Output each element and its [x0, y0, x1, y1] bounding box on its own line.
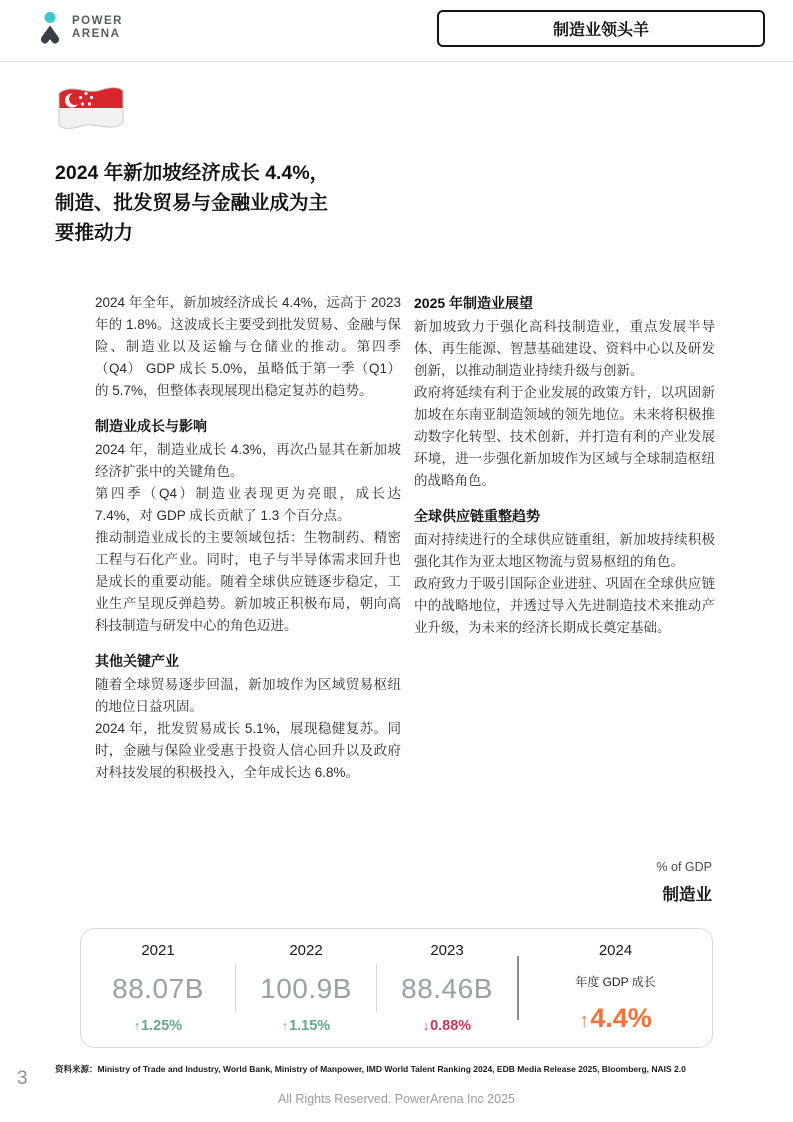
singapore-flag-icon	[55, 80, 127, 138]
heading-other-key-industries: 其他关键产业	[95, 653, 179, 669]
down-arrow-icon: ↓	[422, 1019, 430, 1033]
section-badge-label: 制造业领头羊	[552, 22, 649, 39]
stat-change	[134, 1018, 182, 1034]
page-title-line2: 制造、批发贸易与金融业成为主	[55, 192, 329, 214]
stat-change-value: 1.15%	[289, 1018, 331, 1034]
page-title-line1: 2024 年新加坡经济成长 4.4%，	[55, 162, 330, 184]
stat-value: 88.07B	[112, 972, 204, 1004]
paragraph-other-industries-1: 随着全球贸易逐步回温，新加坡作为区域贸易枢纽的地位日益巩固。	[95, 677, 401, 714]
stat-value: 100.9B	[260, 972, 352, 1004]
article-column-right	[414, 292, 715, 784]
stat-change	[423, 1018, 471, 1034]
stat-column-2023	[377, 942, 517, 1034]
article-column-left	[95, 292, 401, 784]
singapore-flag	[55, 80, 127, 143]
up-arrow-icon: ↑	[281, 1019, 289, 1033]
stat-change-value: 4.4%	[590, 1003, 652, 1033]
stat-value: 88.46B	[401, 972, 493, 1004]
paragraph-outlook-1: 新加坡致力于强化高科技制造业，重点发展半导体、再生能源、智慧基础建设、资料中心以及研发创新，以推动制造业持续升级与创新。	[414, 319, 715, 378]
stat-column-2021	[81, 942, 235, 1034]
paragraph-manufacturing-3: 推动制造业成长的主要领域包括：生物制药、精密工程与石化产业。同时，电子与半导体需求回升也是成长的重要动能。随着全球供应链逐步稳定，工业生产呈现反弹趋势。新加坡正积极布局，朝向高科技制造与研发中心的角色迈进。	[95, 530, 401, 633]
page-title	[55, 158, 329, 248]
header	[0, 0, 793, 62]
power-arena-logo	[38, 12, 123, 44]
paragraph-manufacturing-2: 第四季（Q4）制造业表现更为亮眼，成长达 7.4%，对 GDP 成长贡献了 1.3 个百分点。	[95, 486, 401, 523]
page-title-line3: 要推动力	[55, 222, 134, 244]
paragraph-manufacturing-1: 2024 年，制造业成长 4.3%，再次凸显其在新加坡经济扩张中的关键角色。	[95, 442, 401, 479]
paragraph-other-industries-2: 2024 年，批发贸易成长 5.1%，展现稳健复苏。同时，金融与保险业受惠于投资人信心回升以及政府对科技发展的积极投入，全年成长达 6.8%。	[95, 721, 401, 780]
page-number: 3	[17, 1068, 28, 1089]
stat-year: 2022	[289, 942, 323, 959]
stat-change	[282, 1018, 330, 1034]
logo-text	[72, 15, 123, 41]
article-columns	[95, 292, 715, 784]
paragraph-supply-chain-2: 政府致力于吸引国际企业进驻、巩固在全球供应链中的战略地位，并透过导入先进制造技术来推动产业升级，为未来的经济长期成长奠定基础。	[414, 576, 715, 635]
logo-text-power: POWER	[72, 15, 123, 27]
stat-column-2022	[236, 942, 376, 1034]
paragraph-overview: 2024 年全年，新加坡经济成长 4.4%，远高于 2023 年的 1.8%。这波成长主要受到批发贸易、金融与保险、制造业以及运输与仓储业的推动。第四季（Q4） GDP 成长 5.0%，虽略低于第一季（Q1）的 5.7%，但整体表现展现出稳定复苏的趋势。	[95, 295, 401, 398]
paragraph-supply-chain-1: 面对持续进行的全球供应链重组，新加坡持续积极强化其作为亚太地区物流与贸易枢纽的角色。	[414, 532, 715, 569]
heading-manufacturing-growth: 制造业成长与影响	[95, 418, 207, 434]
up-arrow-icon: ↑	[133, 1019, 141, 1033]
stat-change-value: 0.88%	[430, 1018, 472, 1034]
power-arena-logo-icon	[38, 12, 63, 44]
stat-column-2024	[519, 942, 712, 1034]
stat-change-highlight	[579, 1003, 652, 1034]
chart-heading	[656, 860, 712, 905]
chart-title: 制造业	[662, 886, 712, 904]
gdp-stats-card	[80, 928, 713, 1048]
chart-unit-label: % of GDP	[656, 860, 712, 874]
up-arrow-icon: ↑	[579, 1010, 590, 1032]
stat-change-value: 1.25%	[141, 1018, 183, 1034]
paragraph-outlook-2: 政府将延续有利于企业发展的政策方针，以巩固新加坡在东南亚制造领域的领先地位。未来将积极推动数字化转型、技术创新，并打造有利的产业发展环境，进一步强化新加坡作为区域与全球制造枢纽的战略角色。	[414, 385, 715, 488]
stat-year: 2021	[141, 942, 175, 959]
stat-year: 2024	[598, 942, 633, 959]
stat-sublabel: 年度 GDP 成长	[575, 975, 656, 989]
copyright-notice: All Rights Reserved. PowerArena Inc 2025	[278, 1092, 515, 1106]
heading-supply-chain: 全球供应链重整趋势	[414, 508, 540, 524]
section-badge	[437, 10, 765, 47]
stat-year: 2023	[430, 942, 464, 959]
heading-2025-outlook: 2025 年制造业展望	[414, 295, 534, 311]
logo-text-arena: ARENA	[72, 28, 121, 40]
data-source-note: 资料来源：Ministry of Trade and Industry, World Bank, Ministry of Manpower, IMD World Talent Ranking 2024, EDB Media Release 2025, Bloomberg, NAIS 2.0	[55, 1064, 686, 1074]
